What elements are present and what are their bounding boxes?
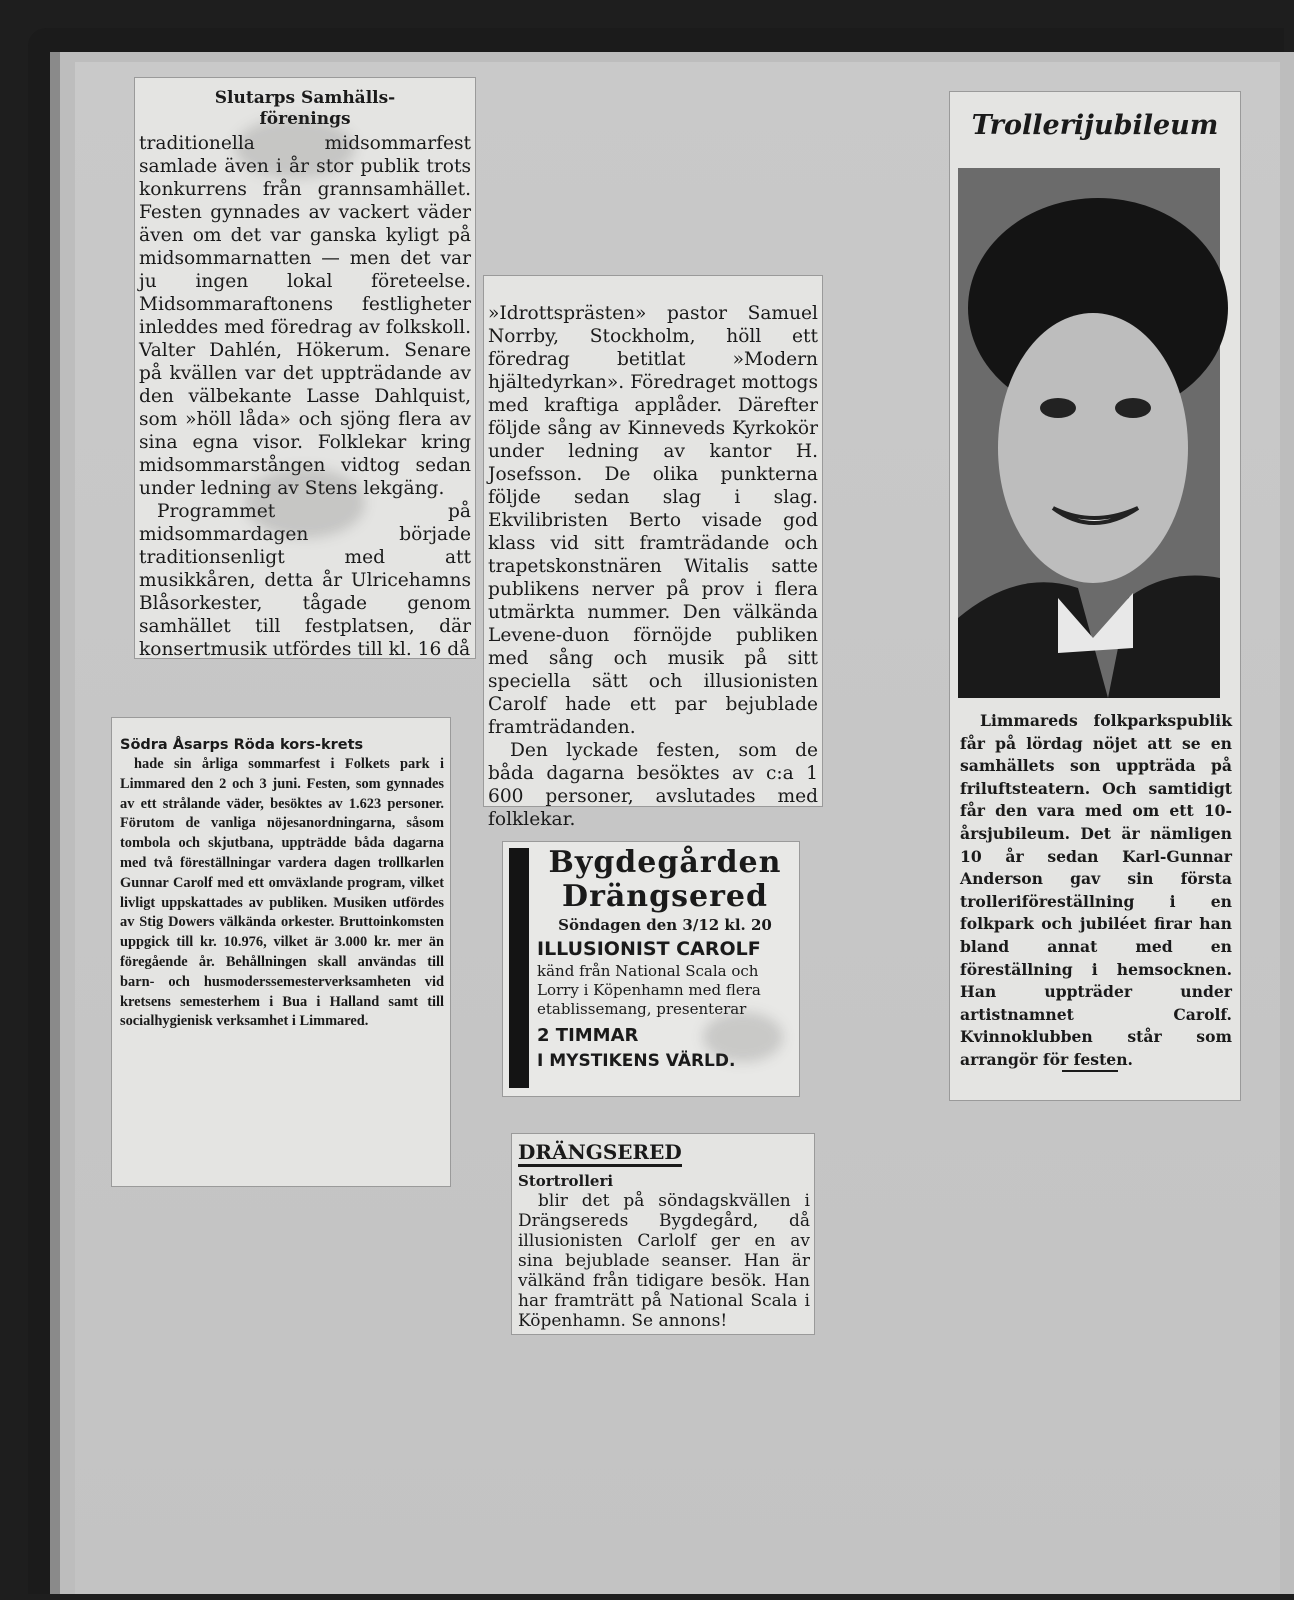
clipping-paragraph: hade sin årliga sommarfest i Folkets park i Limmared den 2 och 3 juni. Festen, som gynnades av ett strålande väder, besöktes av 1.623 personer. Förutom de vanliga nöjesanordningarna, såsom tombola och skjutbana, uppträdde båda dagarna med två föreställningar vardera dagen trollkarlen Gunnar Carolf med ett omväxlande program, vilket livligt uppskattades av publiken. Musiken utfördes av Stig Dowers välkända orkester. Bruttoinkomsten uppgick till kr. 10.976, vilket är 3.000 kr. mer än föregående år. Behållningen skall användas till barn- och husmoderssemesterverksamheten vid kretsens semesterhem i Bua i Halland samt till socialhygienisk verksamhet i Limmared. <box>120 756 444 1030</box>
clipping-paragraph: »Idrottsprästen» pastor Samuel Norrby, Stockholm, höll ett föredrag betitlat »Modern hjältedyrkan». Föredraget mottogs med kraftiga applåder. Därefter följde sång av Kinneveds Kyrkokör under ledning av kantor H. Josefsson. De olika punkterna följde sedan slag i slag. Ekvilibristen Berto visade god klass vid sitt framträdande och trapetskonstnären Witalis satte publikens nerver på prov i flera utmärkta nummer. Den välkända Levene-duon förnöjde publiken med sång och musik på sitt speciella sätt och illusionisten Carolf hade ett par bejublade framträdanden. <box>488 303 818 738</box>
ad-headline: Drängsered <box>562 879 768 914</box>
clipping-paragraph: traditionella midsommarfest samlade även i år stor publik trots konkurrens från grannsamhället. Festen gynnades av vackert väder även om det var ganska kyligt på midsommarnatten — men det var ju ingen lokal företeelse. Midsommaraftonens festligheter inleddes med föredrag av folkskoll. Valter Dahlén, Hökerum. Senare på kvällen var det uppträdande av den välbekante Lasse Dahlquist, som »höll låda» och sjöng flera av sina egna visor. Folklekar kring midsommarstången vidtog sedan under ledning av Stens lekgäng. <box>139 133 471 499</box>
ad-tagline: I MYSTIKENS VÄRLD. <box>537 1051 736 1071</box>
clipping-heading: Trollerijubileum <box>971 110 1219 141</box>
ad-performer: ILLUSIONIST CAROLF <box>537 938 761 960</box>
ad-headline: Bygdegården <box>548 845 782 880</box>
clipping-slutarps-midsommarfest <box>135 78 475 658</box>
portrait-photo <box>958 168 1220 698</box>
clipping-paragraph: Programmet på midsommardagen började traditionsenligt med att musikkåren, detta år Ulricehamns Blåsorkester, tågade genom samhället till festplatsen, där konsertmusik utfördes till kl. 16 då <box>139 501 471 660</box>
advertisement-bygdegarden <box>503 842 799 1096</box>
ad-date: Söndagen den 3/12 kl. 20 <box>558 916 772 934</box>
clipping-title: Södra Åsarps Röda kors-krets <box>120 737 364 753</box>
clipping-paragraph: Limmareds folkparkspublik får på lördag nöjet att se en samhällets son uppträda på friluftsteatern. Och samtidigt får den vara med om ett 10-årsjubileum. Det är nämligen 10 år sedan Karl-Gunnar Anderson gav sin första trolleriföreställning i en folkpark och jubiléet firar han bland annat med en föreställning i hemsocknen. Han uppträder under artistnamnet Carolf. Kvinnoklubben står som arrangör för festen. <box>960 711 1232 1069</box>
clipping-sodra-asarps-roda-kors <box>112 718 450 1186</box>
clipping-paragraph: Den lyckade festen, som de båda dagarna besöktes av c:a 1 600 personer, avslutades med folklekar. <box>488 740 818 830</box>
portrait-illustration <box>958 168 1220 698</box>
clipping-heading: DRÄNGSERED <box>518 1140 682 1167</box>
clipping-title: Slutarps Samhälls- förenings <box>214 88 396 129</box>
divider <box>1062 1070 1118 1072</box>
ad-black-bar <box>509 848 529 1088</box>
clipping-subheading: Stortrolleri <box>518 1172 614 1190</box>
clipping-festprogram-continuation <box>484 276 822 830</box>
clipping-trollerijubileum <box>950 92 1240 1100</box>
ad-text: känd från National Scala och Lorry i Köpenhamn med flera etablissemang, presenterar <box>537 962 761 1018</box>
ad-tagline: 2 TIMMAR <box>537 1025 639 1046</box>
clipping-paragraph: blir det på söndagskvällen i Drängsereds Bygdegård, då illusionisten Carlolf ger en av sina bejublade seanser. Han är välkänd från tidigare besök. Han har framträtt på National Scala i Köpenhamn. Se annons! <box>518 1191 810 1331</box>
clipping-drangsered-stortrolleri <box>512 1134 814 1334</box>
